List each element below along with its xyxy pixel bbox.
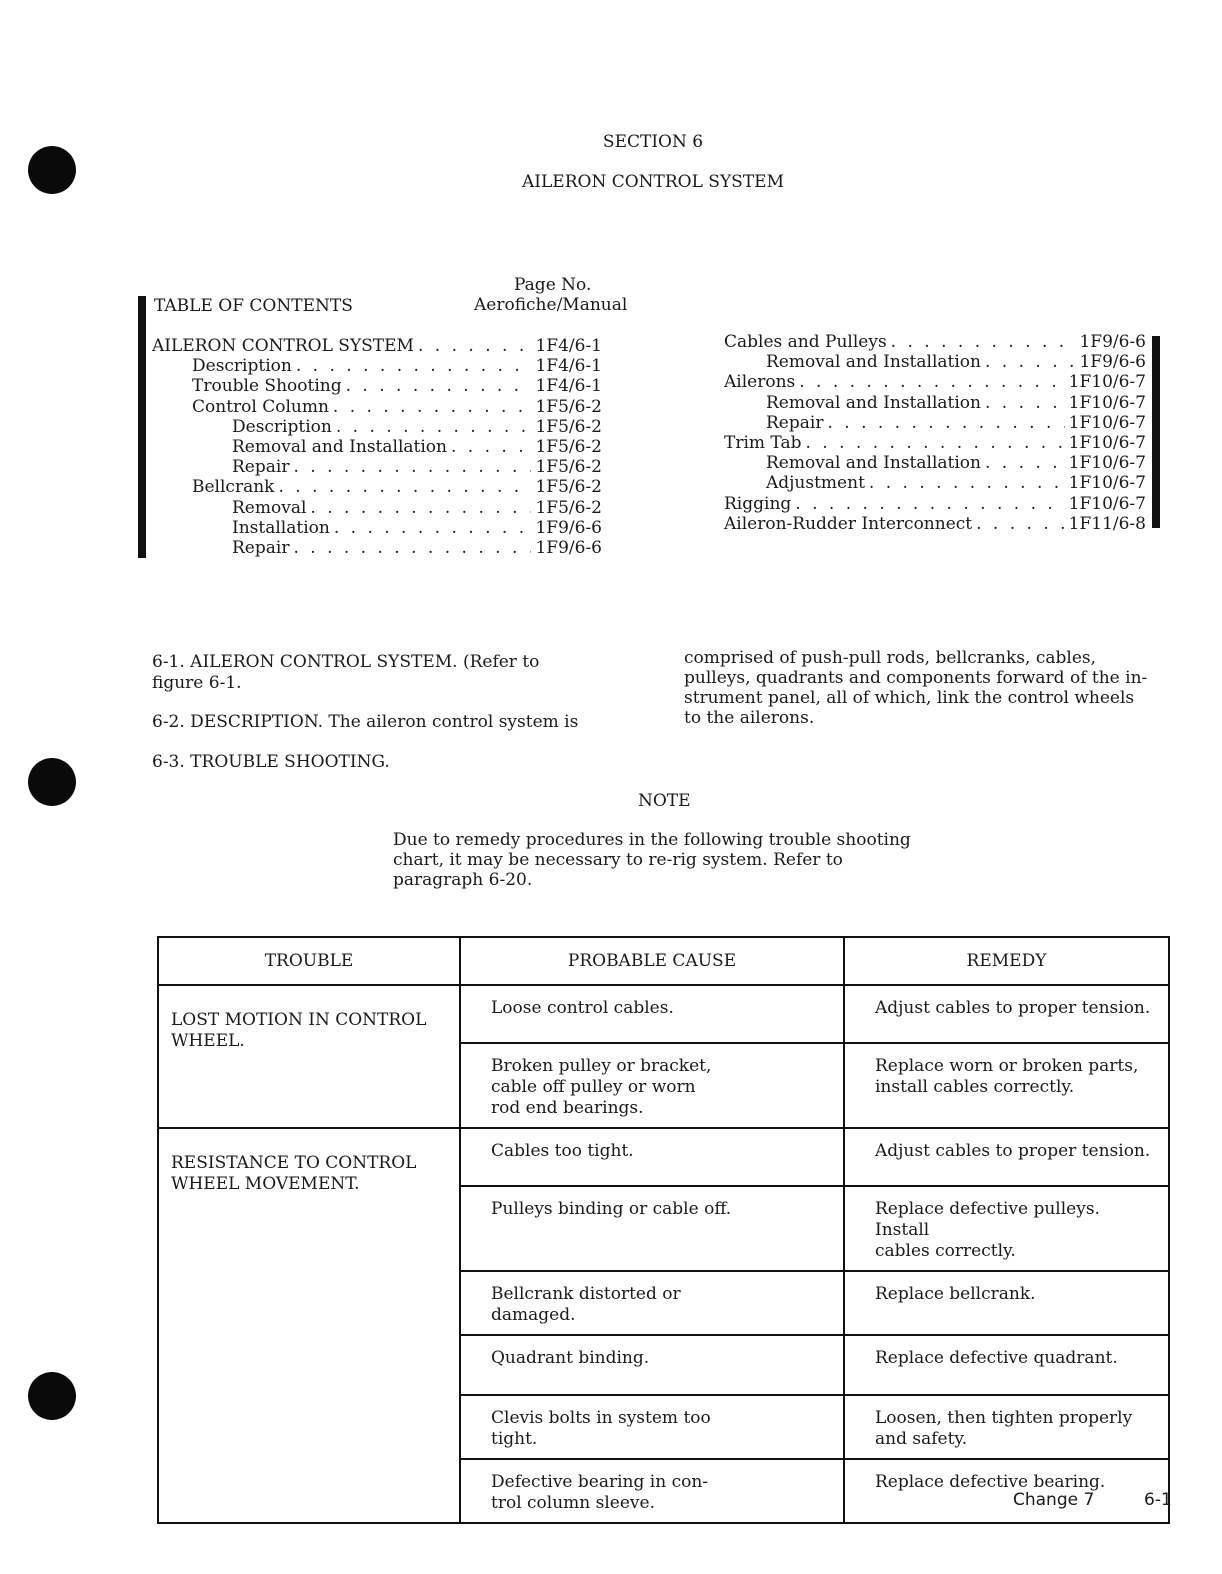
remedy-line: Replace worn or broken parts,: [875, 1056, 1139, 1076]
toc-entry-label: Removal and Installation: [766, 352, 981, 373]
toc-entry-label: Installation: [232, 517, 330, 538]
toc-leader-dots: [795, 494, 1064, 514]
cause-line: Defective bearing in con-: [491, 1472, 709, 1492]
note-line: paragraph 6-20.: [393, 870, 533, 890]
toc-entry-label: AILERON CONTROL SYSTEM: [152, 336, 414, 356]
trouble-shooting-table: [157, 936, 1170, 1524]
remedy-cell: [844, 1128, 1169, 1186]
toc-entry-label: Cables and Pulleys: [724, 332, 887, 352]
remedy-cell: [844, 1043, 1169, 1128]
toc-leader-dots: [451, 437, 531, 457]
toc-entry: [724, 514, 1146, 534]
toc-entry: [724, 494, 1146, 514]
toc-entry: [724, 433, 1146, 453]
table-header-row: [158, 937, 1169, 985]
probable-cause-cell: [460, 1186, 844, 1271]
toc-entry-page: 1F4/6-1: [535, 336, 602, 356]
remedy-cell: [844, 985, 1169, 1043]
toc-leader-dots: [334, 518, 532, 538]
probable-cause-cell: [460, 1271, 844, 1335]
toc-entry: [766, 453, 1146, 473]
toc-entry: [232, 417, 602, 437]
toc-entry: [232, 457, 602, 477]
note-heading: NOTE: [638, 791, 691, 811]
trouble-cell: [158, 1128, 460, 1523]
toc-entry-page: 1F5/6-2: [535, 497, 602, 518]
cause-line: rod end bearings.: [491, 1098, 644, 1118]
toc-heading: TABLE OF CONTENTS: [154, 296, 353, 316]
binder-hole-bottom: [28, 1372, 76, 1420]
toc-leader-dots: [985, 352, 1075, 372]
remedy-line: Replace bellcrank.: [875, 1284, 1036, 1304]
remedy-line: Loosen, then tighten properly: [875, 1408, 1133, 1428]
page-no-sublabel: Aerofiche/Manual: [474, 295, 628, 315]
toc-entry-page: 1F10/6-7: [1068, 392, 1146, 413]
toc-entry-page: 1F10/6-7: [1068, 412, 1146, 433]
trouble-cell: [158, 985, 460, 1128]
note-line: chart, it may be necessary to re-rig system. Refer to: [393, 850, 843, 870]
binder-hole-middle: [28, 758, 76, 806]
probable-cause-cell: [460, 1128, 844, 1186]
toc-entry-label: Description: [192, 356, 292, 377]
toc-entry-page: 1F9/6-6: [1079, 332, 1146, 352]
header-probable-cause: PROBABLE CAUSE: [460, 937, 844, 985]
toc-entry-label: Control Column: [192, 396, 329, 417]
toc-entry-label: Rigging: [724, 493, 792, 514]
toc-leader-dots: [336, 417, 532, 437]
cause-line: Clevis bolts in system too: [491, 1408, 711, 1428]
remedy-line: install cables correctly.: [875, 1077, 1075, 1097]
toc-entry: [192, 376, 602, 396]
table-row: [158, 985, 1169, 1043]
toc-leader-dots: [418, 336, 532, 356]
cause-line: Pulleys binding or cable off.: [491, 1199, 732, 1219]
description-line: to the ailerons.: [684, 708, 815, 728]
toc-entry-page: 1F9/6-6: [535, 538, 602, 558]
toc-entry-label: Description: [232, 416, 332, 437]
description-line: comprised of push-pull rods, bellcranks, cables,: [684, 648, 1097, 668]
remedy-line: cables correctly.: [875, 1241, 1016, 1261]
remedy-line: Replace defective pulleys. Install: [875, 1199, 1100, 1240]
toc-leader-dots: [293, 457, 531, 477]
toc-entry-label: Aileron-Rudder Interconnect: [724, 513, 973, 534]
toc-entry-label: Removal: [232, 497, 307, 518]
toc-leader-dots: [333, 397, 532, 417]
toc-leader-dots: [827, 413, 1064, 433]
change-number: Change 7: [1013, 1490, 1095, 1510]
description-line: pulleys, quadrants and components forward of the in-: [684, 668, 1148, 688]
header-remedy: REMEDY: [844, 937, 1169, 985]
toc-entry-label: Ailerons: [724, 372, 796, 393]
toc-entry: [724, 372, 1146, 392]
toc-entry-label: Adjustment: [766, 473, 865, 494]
toc-leader-dots: [296, 356, 532, 376]
toc-entry: [192, 397, 602, 417]
header-trouble: TROUBLE: [158, 937, 460, 985]
cause-line: damaged.: [491, 1305, 576, 1325]
remedy-line: Adjust cables to proper tension.: [875, 1141, 1151, 1161]
toc-entry-page: 1F4/6-1: [535, 356, 602, 377]
toc-entry-page: 1F10/6-7: [1068, 372, 1146, 393]
toc-entry: [232, 538, 602, 558]
toc-entry-page: 1F9/6-6: [1079, 352, 1146, 373]
table-body: [158, 985, 1169, 1523]
toc-entry-page: 1F10/6-7: [1068, 493, 1146, 514]
section-number: SECTION 6: [602, 132, 704, 152]
toc-leader-dots: [310, 498, 531, 518]
cause-line: Bellcrank distorted or: [491, 1284, 681, 1304]
toc-entry: [192, 356, 602, 376]
toc-entry: [724, 332, 1146, 352]
remedy-cell: [844, 1395, 1169, 1459]
toc-leader-dots: [976, 514, 1065, 534]
probable-cause-cell: [460, 1043, 844, 1128]
toc-leader-dots: [799, 372, 1064, 392]
paragraph-6-2: 6-2. DESCRIPTION. The aileron control system is: [152, 712, 579, 732]
probable-cause-cell: [460, 1459, 844, 1523]
toc-entry-page: 1F4/6-1: [535, 376, 602, 397]
toc-entry-page: 1F10/6-7: [1068, 433, 1146, 453]
note-text: [393, 830, 911, 890]
toc-entry-label: Repair: [766, 412, 824, 433]
toc-entry-label: Removal and Installation: [766, 453, 981, 474]
page-number: 6-1: [1144, 1490, 1172, 1510]
toc-entry-page: 1F9/6-6: [535, 517, 602, 538]
remedy-line: Replace defective bearing.: [875, 1472, 1106, 1492]
toc-entry-page: 1F5/6-2: [535, 477, 602, 498]
toc-entry-label: Bellcrank: [192, 477, 275, 498]
toc-entry-label: Repair: [232, 538, 290, 558]
toc-leader-dots: [293, 538, 531, 558]
cause-line: Quadrant binding.: [491, 1348, 650, 1368]
toc-entry-label: Removal and Installation: [766, 392, 981, 413]
toc-entry-label: Removal and Installation: [232, 437, 447, 457]
probable-cause-cell: [460, 1335, 844, 1395]
probable-cause-cell: [460, 985, 844, 1043]
toc-entry-page: 1F10/6-7: [1068, 453, 1146, 474]
trouble-line: LOST MOTION IN CONTROL: [171, 1010, 427, 1030]
change-bar-left: [138, 296, 146, 558]
toc-entry-label: Trouble Shooting: [192, 376, 342, 397]
toc-leader-dots: [805, 433, 1064, 453]
cause-line: tight.: [491, 1429, 538, 1449]
cause-line: Loose control cables.: [491, 998, 674, 1018]
cause-line: trol column sleeve.: [491, 1493, 655, 1513]
page-no-label: Page No.: [514, 275, 592, 295]
toc-entry-page: 1F10/6-7: [1068, 473, 1146, 494]
toc-entry-page: 1F5/6-2: [535, 457, 602, 478]
remedy-cell: [844, 1335, 1169, 1395]
toc-entry-page: 1F11/6-8: [1068, 513, 1146, 534]
change-bar-right: [1152, 336, 1160, 528]
paragraph-6-1-line1: 6-1. AILERON CONTROL SYSTEM. (Refer to: [152, 652, 540, 672]
toc-entry: [766, 393, 1146, 413]
toc-entry-page: 1F5/6-2: [535, 396, 602, 417]
remedy-cell: [844, 1271, 1169, 1335]
toc-leader-dots: [278, 477, 531, 497]
cause-line: cable off pulley or worn: [491, 1077, 696, 1097]
paragraph-6-1-line2: figure 6-1.: [152, 673, 242, 693]
trouble-line: WHEEL.: [171, 1031, 245, 1051]
toc-entry: [766, 413, 1146, 433]
remedy-cell: [844, 1186, 1169, 1271]
toc-entry: [192, 477, 602, 497]
remedy-line: Replace defective quadrant.: [875, 1348, 1118, 1368]
toc-entry-label: Repair: [232, 457, 290, 478]
description-continued: [684, 648, 1147, 728]
probable-cause-cell: [460, 1395, 844, 1459]
paragraph-6-3: 6-3. TROUBLE SHOOTING.: [152, 752, 390, 772]
toc-entry: [232, 437, 602, 457]
table-row: [158, 1128, 1169, 1186]
note-line: Due to remedy procedures in the following trouble shooting: [393, 830, 911, 850]
remedy-cell: [844, 1459, 1169, 1523]
toc-leader-dots: [985, 453, 1065, 473]
toc-entry-label: Trim Tab: [724, 433, 802, 453]
toc-entry: [232, 518, 602, 538]
toc-entry: [766, 352, 1146, 372]
remedy-line: and safety.: [875, 1429, 968, 1449]
toc-entry: [152, 336, 602, 356]
description-line: strument panel, all of which, link the control wheels: [684, 688, 1135, 708]
toc-entry-page: 1F5/6-2: [535, 416, 602, 437]
trouble-line: WHEEL MOVEMENT.: [171, 1174, 360, 1194]
section-title: AILERON CONTROL SYSTEM: [522, 172, 784, 192]
toc-entry-page: 1F5/6-2: [535, 437, 602, 457]
toc-entry: [766, 473, 1146, 493]
trouble-line: RESISTANCE TO CONTROL: [171, 1153, 417, 1173]
cause-line: Cables too tight.: [491, 1141, 634, 1161]
cause-line: Broken pulley or bracket,: [491, 1056, 712, 1076]
toc-leader-dots: [985, 393, 1065, 413]
toc-leader-dots: [346, 376, 532, 396]
toc-entry: [232, 498, 602, 518]
toc-leader-dots: [869, 473, 1065, 493]
toc-leader-dots: [891, 332, 1076, 352]
remedy-line: Adjust cables to proper tension.: [875, 998, 1151, 1018]
